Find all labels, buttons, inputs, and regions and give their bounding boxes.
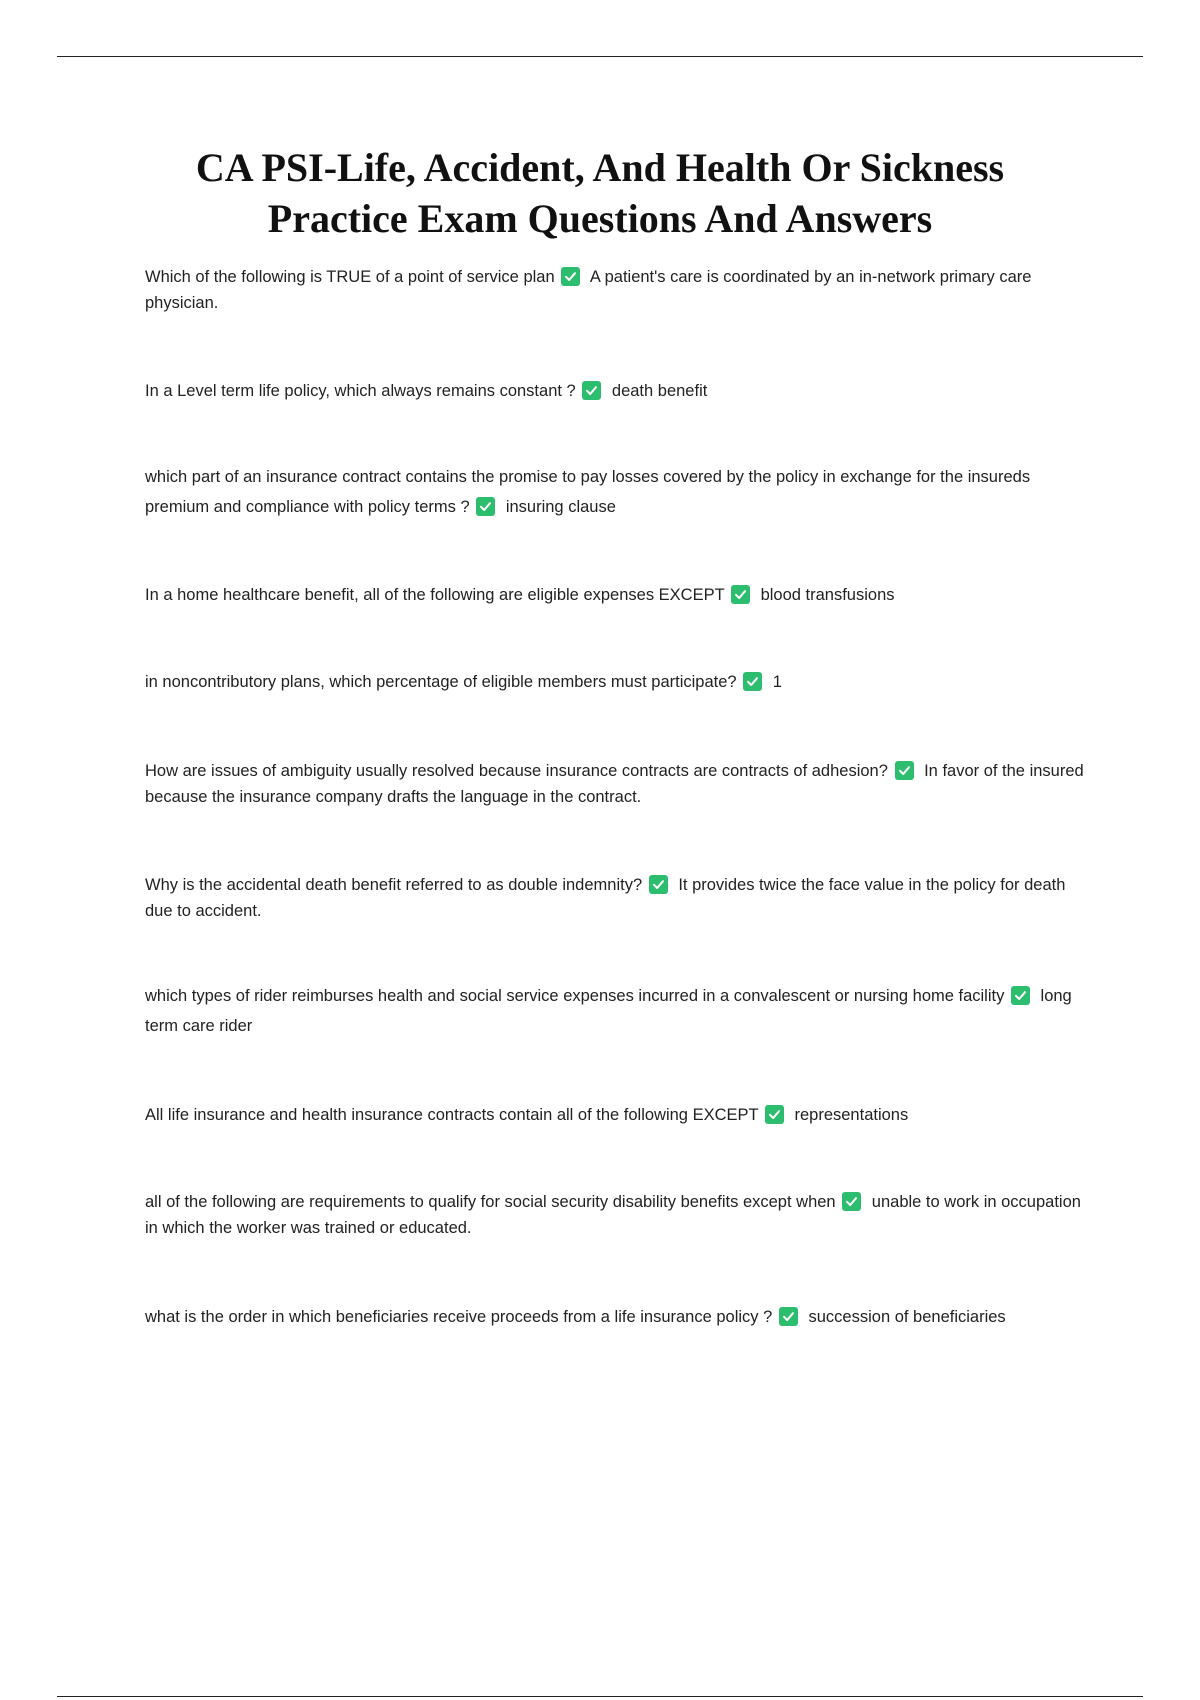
- qa-item-11: [145, 1304, 1090, 1330]
- qa-item-2: [145, 378, 1090, 404]
- page-title: [100, 142, 1100, 244]
- qa-item-5: [145, 669, 1090, 695]
- answer-text: death benefit: [611, 382, 708, 400]
- answer-text: blood transfusions: [760, 586, 895, 604]
- qa-item-9: [145, 1102, 1090, 1128]
- answer-text: A patient's care is coordinated by an in-network primary care physician.: [145, 268, 1032, 312]
- question-text: all of the following are requirements to qualify for social security disability benefits except when: [145, 1193, 836, 1211]
- check-mark-icon: [779, 1307, 798, 1326]
- question-text: which types of rider reimburses health and social service expenses incurred in a convalescent or nursing home facility: [145, 987, 1005, 1005]
- answer-text: unable to work in occupation in which the worker was trained or educated.: [145, 1193, 1081, 1237]
- check-mark-icon: [582, 381, 601, 400]
- qa-item-1: [145, 264, 1090, 316]
- question-text: In a Level term life policy, which always remains constant ?: [145, 382, 576, 400]
- top-divider: [57, 56, 1143, 57]
- answer-text: In favor of the insured because the insurance company drafts the language in the contract.: [145, 762, 1084, 806]
- check-mark-icon: [743, 672, 762, 691]
- title-line-1: CA PSI-Life, Accident, And Health Or Sickness: [195, 145, 1005, 190]
- qa-item-3: [145, 462, 1090, 522]
- question-text: Why is the accidental death benefit referred to as double indemnity?: [145, 876, 643, 894]
- check-mark-icon: [1011, 986, 1030, 1005]
- question-text: which part of an insurance contract contains the promise to pay losses covered by the policy in exchange for the insureds premium and compliance with policy terms ?: [145, 468, 1031, 516]
- answer-text: It provides twice the face value in the policy for death due to accident.: [145, 876, 1066, 920]
- question-text: in noncontributory plans, which percentage of eligible members must participate?: [145, 673, 737, 691]
- question-text: Which of the following is TRUE of a point of service plan: [145, 268, 555, 286]
- check-mark-icon: [561, 267, 580, 286]
- check-mark-icon: [895, 761, 914, 780]
- check-mark-icon: [731, 585, 750, 604]
- qa-item-4: [145, 582, 1090, 608]
- answer-text: succession of beneficiaries: [808, 1308, 1006, 1326]
- qa-item-6: [145, 758, 1090, 810]
- check-mark-icon: [476, 497, 495, 516]
- qa-item-10: [145, 1189, 1090, 1241]
- title-line-2: Practice Exam Questions And Answers: [267, 196, 933, 241]
- question-text: How are issues of ambiguity usually resolved because insurance contracts are contracts of adhesion?: [145, 762, 888, 780]
- qa-item-8: [145, 981, 1090, 1041]
- answer-text: representations: [794, 1106, 909, 1124]
- answer-text: 1: [772, 673, 782, 691]
- question-text: what is the order in which beneficiaries receive proceeds from a life insurance policy ?: [145, 1308, 773, 1326]
- question-text: In a home healthcare benefit, all of the following are eligible expenses EXCEPT: [145, 586, 725, 604]
- answer-text: insuring clause: [505, 498, 616, 516]
- check-mark-icon: [649, 875, 668, 894]
- question-text: All life insurance and health insurance contracts contain all of the following EXCEPT: [145, 1106, 759, 1124]
- check-mark-icon: [765, 1105, 784, 1124]
- bottom-divider: [57, 1696, 1143, 1697]
- check-mark-icon: [842, 1192, 861, 1211]
- qa-item-7: [145, 872, 1090, 924]
- answer-text: long term care rider: [145, 987, 1072, 1035]
